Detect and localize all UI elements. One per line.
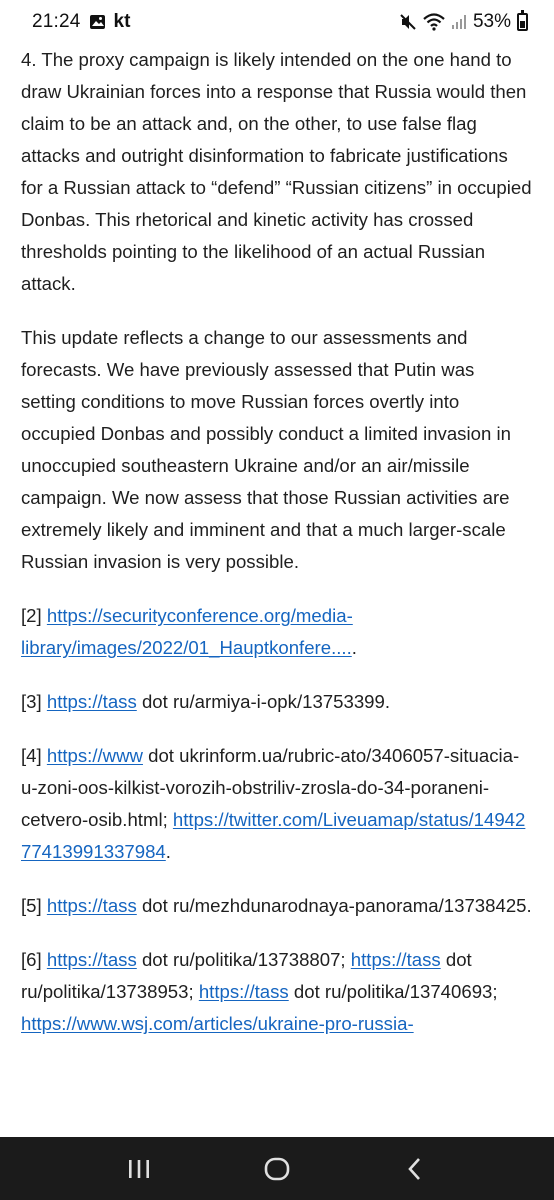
footnote-link[interactable]: https://www xyxy=(46,745,143,766)
gallery-icon xyxy=(89,14,106,30)
footnote-number: [6] xyxy=(21,949,42,970)
paragraph-point-4: 4. The proxy campaign is likely intended on the one hand to draw Ukrainian forces into a response that Russia would then claim to be an attack and, on the other, to use false flag attacks and outright disinformation to fabricate justifications for a Russian attack to “defend” “Russian citizens” in occupied Donbas. This rhetorical and kinetic activity has crossed thresholds pointing to the likelihood of an actual Russian attack. xyxy=(21,49,532,294)
paragraph-assessment-update: This update reflects a change to our assessments and forecasts. We have previously assessed that Putin was setting conditions to move Russian forces overtly into occupied Donbas and possibly conduct a limited invasion in unoccupied southeastern Ukraine and/or an air/missile campaign. We now assess that those Russian activities are extremely likely and imminent and that a much larger-scale Russian invasion is very possible. xyxy=(21,327,511,572)
footnote-link[interactable]: https://tass xyxy=(46,895,137,916)
footnote-number: [2] xyxy=(21,605,42,626)
footnote-number: [3] xyxy=(21,691,42,712)
battery-icon xyxy=(517,13,528,31)
footnote-number: [4] xyxy=(21,745,42,766)
clock: 21:24 xyxy=(32,11,81,32)
back-button[interactable] xyxy=(385,1144,445,1194)
footnote-link[interactable]: https://tass xyxy=(46,949,137,970)
battery-percent: 53% xyxy=(472,11,511,32)
navigation-bar xyxy=(0,1137,554,1200)
signal-icon xyxy=(451,14,467,30)
home-icon xyxy=(263,1157,291,1181)
footnote-text: dot ukrinform.ua/rubric-ato/3406057-situacia-u-zoni-oos-kilkist-vorozih-obstriliv-zrosla-do-34-poraneni-cetvero-osib.html; xyxy=(21,745,520,830)
footnote-link[interactable]: https://twitter.com/Liveuamap/status/1494277413991337984 xyxy=(21,809,526,862)
footnote-text: dot ru/armiya-i-opk/13753399. xyxy=(136,691,391,712)
footnote-link[interactable]: https://tass xyxy=(198,981,289,1002)
footnote-link[interactable]: https://www.wsj.com/articles/ukraine-pro-russia- xyxy=(21,1013,414,1034)
footnote-link[interactable]: https://securityconference.org/media-library/images/2022/01_Hauptkonfere.... xyxy=(21,605,353,658)
wifi-icon xyxy=(423,13,445,31)
status-bar xyxy=(0,0,554,44)
footnote-text: dot ru/politika/13738807; xyxy=(136,949,351,970)
footnote-link[interactable]: https://tass xyxy=(46,691,137,712)
footnote-text: . xyxy=(351,637,357,658)
back-icon xyxy=(405,1157,425,1181)
mute-icon xyxy=(399,13,417,31)
recent-apps-button[interactable] xyxy=(109,1144,169,1194)
home-button[interactable] xyxy=(247,1144,307,1194)
footnote-link[interactable]: https://tass xyxy=(350,949,441,970)
notification-text: kt xyxy=(113,11,131,32)
footnote-text: dot ru/politika/13740693; xyxy=(288,981,498,1002)
footnote-number: [5] xyxy=(21,895,42,916)
article-content[interactable] xyxy=(21,44,533,1137)
footnote-3 xyxy=(21,686,533,718)
footnote-text: dot ru/politika/13738953; xyxy=(21,949,472,1002)
footnote-4 xyxy=(21,740,533,868)
footnote-5 xyxy=(21,890,533,922)
footnote-text: . xyxy=(165,841,171,862)
footnote-2 xyxy=(21,600,533,664)
recent-apps-icon xyxy=(126,1158,152,1180)
footnote-text: dot ru/mezhdunarodnaya-panorama/13738425. xyxy=(136,895,532,916)
footnote-6 xyxy=(21,944,533,1040)
